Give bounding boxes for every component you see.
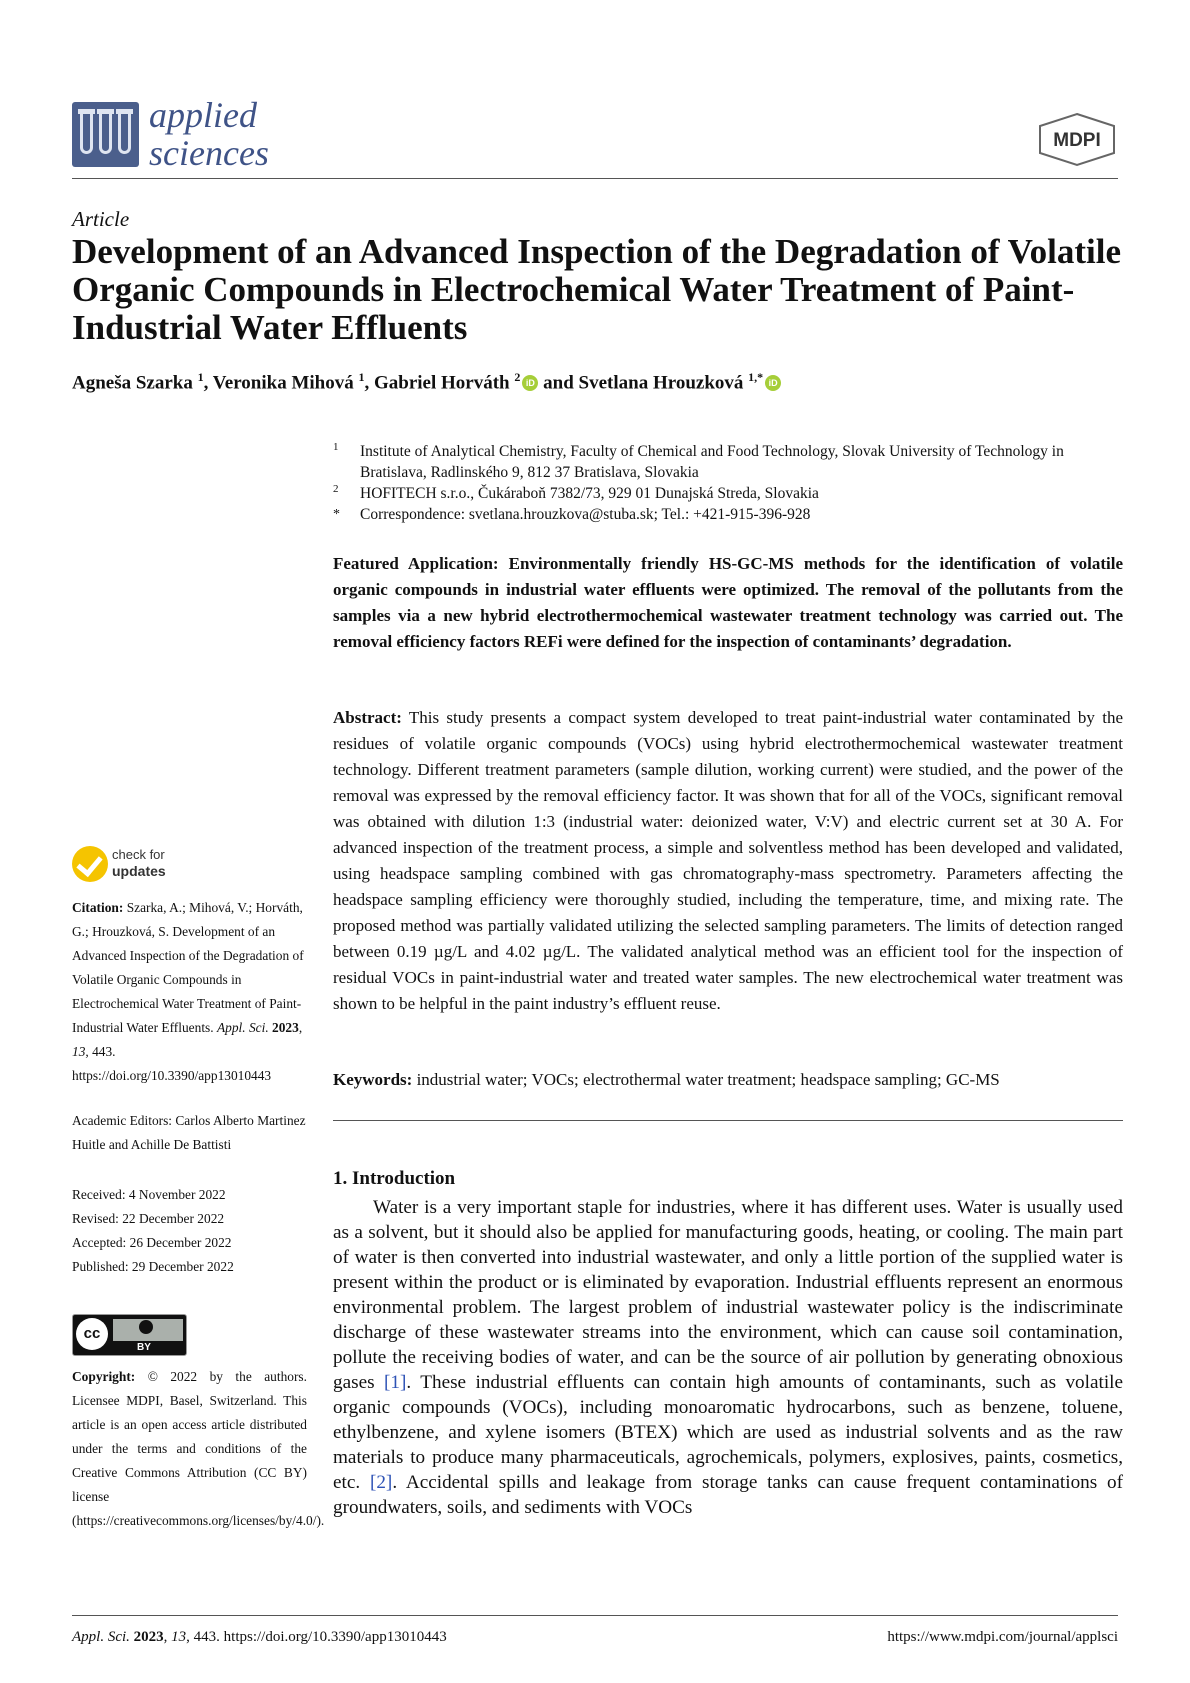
mdpi-logo [1036,112,1118,167]
article-title: Development of an Advanced Inspection of the Degradation of Volatile Organic Compounds in Electrochemical Water Treatment of Paint-Industrial Water Effluents [72,232,1122,347]
author-name: Svetlana Hrouzková [578,372,744,394]
author-name: Agneša Szarka [72,372,193,394]
correspondence: * Correspondence: svetlana.hrouzkova@stuba.sk; Tel.: +421-915-396-928 [333,506,811,523]
keywords: Keywords: industrial water; VOCs; electrothermal water treatment; headspace sampling; GC-MS [333,1070,1000,1089]
author-name: Gabriel Horváth [374,372,510,394]
journal-name: applied sciences [149,95,269,173]
footer-url[interactable]: https://www.mdpi.com/journal/applsci [887,1629,1118,1645]
section-divider [333,1120,1123,1121]
section-heading: 1. Introduction [333,1168,456,1189]
footer-citation: Appl. Sci. 2023, 13, 443. https://doi.org/10.3390/app13010443 [72,1629,447,1645]
check-icon [72,846,108,882]
attribution-icon [139,1320,153,1334]
footer-rule [72,1615,1118,1616]
abstract: Abstract: This study presents a compact system developed to treat paint-industrial water contaminated by the residues of volatile organic compounds (VOCs) using hybrid electrothermochemical wastewater treatment technology. Different treatment parameters (sample dilution, working current) were studied, and the power of the removal was expressed by the removal efficiency factor. It was shown that for all of the VOCs, significant removal was obtained with dilution 1:3 (industrial water: deionized water, V:V) and electric current set at 30 A. For advanced inspection of the treatment process, a simple and solventless method has been developed and validated, using headspace sampling combined with gas chromatography-mass spectrometry. Parameters affecting the headspace sampling efficiency were thoroughly studied, including the temperature, time, and mixing rate. The proposed method was partially validated utilizing the selected sampling parameters. The limits of detection ranged between 0.19 µg/L and 4.02 µg/L. The validated analytical method was an efficient tool for the inspection of residual VOCs in paint-industrial water and treated water samples. The new electrochemical water treatment was shown to be helpful in the paint industry’s effluent reuse. [333,708,1123,1013]
featured-application: Featured Application: Environmentally friendly HS-GC-MS methods for the identification of volatile organic compounds in industrial water effluents were optimized. The removal of the pollutants from the samples via a new hybrid electrothermochemical wastewater treatment technology was carried out. The removal efficiency factors REFi were defined for the inspection of contaminants’ degradation. [333,554,1123,651]
citation-link[interactable]: [1] [384,1372,407,1393]
cc-by-license-badge[interactable]: cc BY [72,1314,187,1356]
copyright-block: Copyright: © 2022 by the authors. Licensee MDPI, Basel, Switzerland. This article is an open access article distributed under the terms and conditions of the Creative Commons Attribution (CC BY) license (https://creativecommons.org/licenses/by/4.0/). [72,1369,325,1528]
article-type: Article [72,207,130,231]
cc-icon: cc [76,1318,108,1350]
author-list: Agneša Szarka $^1$, Veronika Mihová $^1$, Gabriel Horváth $^2$ iD and Svetlana Hrouzková $^{1,*}$ iD [72,370,781,394]
orcid-icon[interactable]: iD [522,375,538,391]
author-name: Veronika Mihová [212,372,354,394]
svg-text:MDPI: MDPI [1053,130,1101,151]
citation-block: Citation: Szarka, A.; Mihová, V.; Horváth, G.; Hrouzková, S. Development of an Advanced Inspection of the Degradation of Volatile Organic Compounds in Electrochemical Water Treatment of Paint-Industrial Water Effluents. Appl. Sci. 2023, 13, 443. https://doi.org/10.3390/app13010443 [72,900,304,1083]
citation-link[interactable]: [2] [369,1472,393,1493]
academic-editors: Academic Editors: Carlos Alberto Martinez Huitle and Achille De Battisti [72,1113,306,1152]
orcid-icon[interactable]: iD [765,375,781,391]
affiliation-1: 1 Institute of Analytical Chemistry, Faculty of Chemical and Food Technology, Slovak University of Technology in Bratislava, Radlinského 9, 812 37 Bratislava, Slovakia [333,441,1064,481]
introduction-text: Water is a very important staple for industries, where it has different uses. Water is usually used as a solvent, but it should also be applied for manufacturing goods, heating, or cooling. The main part of water is then converted into industrial wastewater, and only a little portion of the supplied water is present within the product or is eliminated by evaporation. Industrial effluents represent an enormous environmental problem. The largest problem of industrial wastewater policy is the indiscriminate discharge of these wastewater streams into the environment, which can cause soil contamination, pollute the receiving bodies of water, and can be the source of air pollution by generating obnoxious gases [1]. These industrial effluents can contain high amounts of contaminants, such as volatile organic compounds (VOCs), including monoaromatic hydrocarbons, such as benzene, toluene, ethylbenzene, and xylene isomers (BTEX) which are used as industrial solvents and as the raw materials to produce many pharmaceuticals, agrochemicals, polymers, explosives, paints, cosmetics, etc. [2]. Accidental spills and leakage from storage tanks can cause frequent contaminations of groundwaters, soils, and sediments with VOCs [333,1197,1124,1518]
journal-logo [72,102,139,167]
dates-block: Received: 4 November 2022 Revised: 22 December 2022 Accepted: 26 December 2022 Published: 29 December 2022 [72,1187,234,1274]
affiliation-2: 2 HOFITECH s.r.o., Čukáraboň 7382/73, 929 01 Dunajská Streda, Slovakia [333,483,819,502]
header-rule [72,178,1118,179]
